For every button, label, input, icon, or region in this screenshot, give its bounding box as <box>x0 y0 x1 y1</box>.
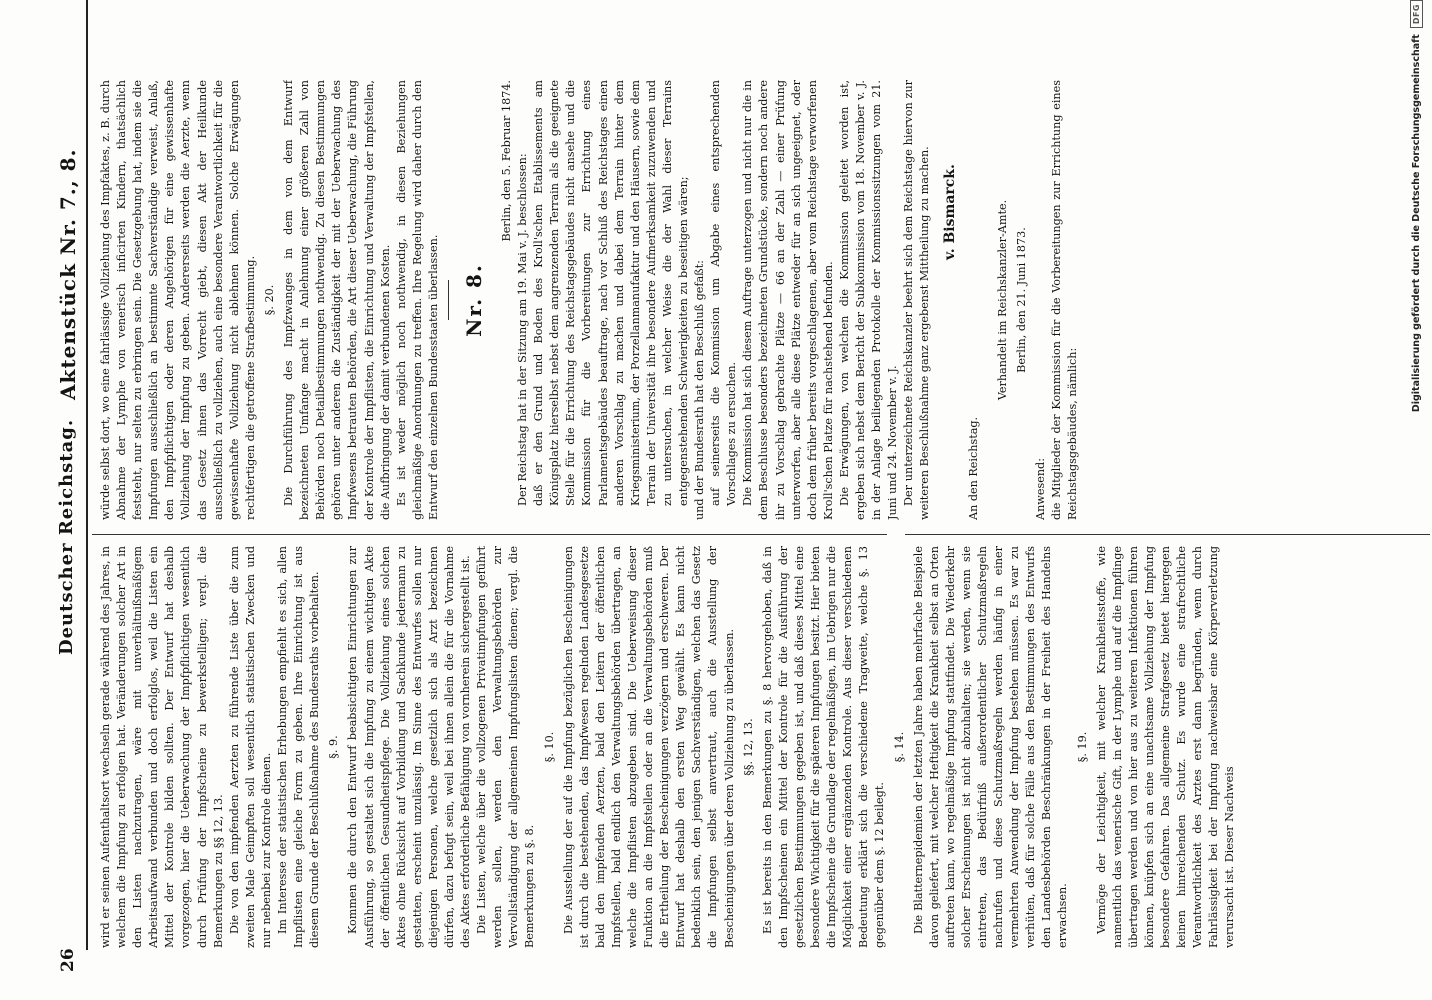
paragraph: Die von den impfenden Aerzten zu führende Liste über die zum zweiten Male Geimpften soll wesentlich statistischen Zwecken und nur nebenbei zur Kontrole dienen. <box>227 546 273 948</box>
paragraph: Die Listen, welche über die vollzogenen Privatimpfungen geführt werden sollen, werden den Verwaltungsbehörden zur Vervollständigung der allgemeinen Impfungslisten dienen; vergl. die Bemerkungen zu §. 8. <box>475 546 537 948</box>
running-title-left: Deutscher Reichstag. <box>56 418 77 655</box>
quoted-resolution: daß er den Grund und Boden des Kroll'schen Etablissements am Königsplatz hierselbst nebst dem angrenzenden Terrain als die geeignete Stelle für die Errichtung des Reichstagsgebäudes nicht ansehe und die Kommission für die Vorbereitungen zur Errichtung eines Parlamentsgebäudes beauftrage, nach vor Schluß des Reichstages einen anderen Vorschlag zu machen und dabei dem Terrain hinter dem Kriegsministerium, der Porzellanmanufaktur und den Häusern, sowie dem Terrain der Universität ihre besondere Aufmerksamkeit zuzuwenden und zu untersuchen, in welcher Weise die der Wahl dieser Terrains entgegenstehenden Schwierigkeiten zu beseitigen wären; <box>532 80 690 506</box>
left-text-column <box>98 546 1428 948</box>
paragraph: Die Kommission hat sich diesem Auftrage unterzogen und nicht nur die in dem Beschlusse besonders bezeichneten Grundstücke, sondern noch andere ihr zu Vorschlag gebrachte Plätze — 66 an der Zahl — einer Prüfung unterworfen, aber alle diese Plätze entweder für an sich ungeeignet, oder doch dem früher bereits vorgeschlagenen, aber vom Reichstage verworfenen Kroll'schen Platze für nachstehend befunden. <box>741 80 835 520</box>
document-number-heading: Nr. 8. <box>461 263 486 337</box>
paragraph: die Mitglieder der Kommission für die Vorbereitungen zur Errichtung eines Reichstagsgebäudes, nämlich: <box>1049 80 1080 520</box>
paragraph: Der unterzeichnete Reichskanzler beehrt sich dem Reichstage hiervon zur weiteren Beschlußnahme ganz ergebenst Mittheilung zu machen. <box>902 80 932 520</box>
digitization-note-text: Digitalisierung gefördert durch die Deutsche Forschungsgemeinschaft <box>1410 34 1422 413</box>
paragraph: und der Bundesrath hat den Beschluß gefaßt: <box>693 260 707 520</box>
paragraph: Die Blatternepidemien der letzten Jahre haben mehrfache Beispiele davon geliefert, mit welcher Heftigkeit die Krankheit selbst an Orten auftreten kann, wo regelmäßige Impfung stattfindet. Die Wiederkehr solcher Erscheinungen ist nicht abzuhalten; sie werden, wenn sie eintreten, das Bedürfniß außerordentlicher Schutzmaßregeln nachrufen und diese Schutzmaßregeln werden häufig in einer vermehrten Anwendung der Impfung bestehen müssen. Es war zu verhüten, daß für solche Fälle aus den Bestimmungen des Entwurfs den Landesbehörden Beschränkungen in der Freiheit des Handelns erwachsen. <box>911 546 1070 948</box>
spacer <box>982 80 992 520</box>
paragraph: An den Reichstag. <box>966 416 980 520</box>
section-rule <box>448 280 449 320</box>
paragraph: Vermöge der Leichtigkeit, mit welcher Krankheitsstoffe, wie namentlich das venerische Gift, in der Lymphe und auf die Impflinge übertragen werden und von hier aus zu weiteren Infektionen führen können, knüpfen sich an eine unachtsame Vollziehung der Impfung besondere Gefahren. Das allgemeine Strafgesetz bietet hiergegen keinen hinreichenden Schutz. Es wurde eine strafrechtliche Verantwortlichkeit des Arztes erst dann begründen, wenn durch Fahrlässigkeit bei der Impfung nachweisbar eine Körperverletzung verursacht ist. Dieser Nachweis <box>1094 546 1237 948</box>
paragraph: wird er seinen Aufenthaltsort wechseln gerade während des Jahres, in welchem die Impfung zu erfolgen hat. Veränderungen solcher Art in den Listen nachzutragen, wäre mit unverhältnißmäßigem Arbeitsaufwand verbunden und doch erfolglos, weil die Listen ein Mittel der Kontrole bilden sollten. Der Entwurf hat deshalb vorgezogen, hier die Ueberwachung der Impfpflichtigen wesentlich durch Prüfung der Impfscheine zu bewerkstelligen; vergl. die Bemerkungen zu §§ 12, 13. <box>99 546 225 948</box>
paragraph: Die Erwägungen, von welchen die Kommission geleitet worden ist, ergeben sich nebst dem Bericht der Subkommission vom 18. November v. J. in der Anlage beiliegenden Protokolle der Kommissionssitzungen vom 21. Juni und 24. November v. J. <box>837 80 900 520</box>
paragraph: Kommen die durch den Entwurf beabsichtigten Einrichtungen zur Ausführung, so gestaltet sich die Impfung zu einem wichtigen Akte der öffentlichen Gesundheitspflege. Die Vollziehung eines solchen Aktes ohne Rücksicht auf Vorbildung und Sachkunde jedermann zu gestatten, erscheint unzulässig. Im Sinne des Entwurfes sollen nur diejenigen Personen, welche gesetzlich sich als Arzt bezeichnen dürfen, dazu befugt sein, weil bei ihnen allein die für die Vornahme des Aktes erforderliche Befähigung von vornherein sichergestellt ist. <box>346 546 473 948</box>
paragraph: Im Interesse der statistischen Erhebungen empfiehlt es sich, allen Impflisten eine gleiche Form zu geben. Ihre Einrichtung ist aus diesem Grunde der Beschlußnahme des Bundesraths vorbehalten. <box>276 546 322 948</box>
quoted-resolution: auf seinerseits die Kommission um Abgabe eines entsprechenden Vorschlages zu ersuchen. <box>709 80 739 506</box>
right-text-column <box>98 80 1428 520</box>
section-heading: §. 9. <box>327 735 341 759</box>
paragraph: Es ist weder möglich noch nothwendig, in diesen Beziehungen gleichmäßige Anordnungen zu treffen. Ihre Regelung wird daher durch den Entwurf den einzelnen Bundesstaaten überlassen. <box>394 80 440 520</box>
section-heading: §§. 12, 13. <box>741 718 755 776</box>
page-number: 26 <box>58 948 78 972</box>
section-heading: Verhandelt im Reichskanzler-Amte. <box>995 199 1009 401</box>
digitization-note <box>1404 0 1428 990</box>
paragraph: Es ist bereits in den Bemerkungen zu §. 8 hervorgehoben, daß in den Impfscheinen ein Mittel der Kontrole für die Ausführung der gesetzlichen Bestimmungen gegeben ist, und daß dieses Mittel eine besondere Wichtigkeit für die späteren Impfungen besitzt. Hier bieten die Impfscheine die Grundlage der regelmäßigen, im Uebrigen nur die Möglichkeit einer ergänzenden Kontrole. Aus dieser verschiedenen Bedeutung erklärt sich die verschiedene Tragweite, welche §. 13 gegenüber dem §. 12 beilegt. <box>760 546 887 948</box>
section-heading: §. 10. <box>542 731 556 763</box>
running-title-right: Aktenstück Nr. 7., 8. <box>56 148 80 400</box>
section-heading: §. 14. <box>892 731 906 763</box>
paragraph: Der Reichstag hat in der Sitzung am 19. Mai v. J. beschlossen: <box>516 153 530 506</box>
section-heading: §. 20. <box>262 284 276 316</box>
section-heading: Berlin, den 21. Juni 1873. <box>1014 227 1028 373</box>
column-divider <box>92 534 887 535</box>
dfg-logo: DFG <box>1410 0 1423 28</box>
section-heading: §. 19. <box>1075 731 1089 763</box>
header-rule <box>86 0 88 950</box>
paragraph: Die Durchführung des Impfzwanges in dem von dem Entwurf bezeichneten Umfange macht in Anlehnung einer größeren Zahl von Behörden noch Detailbestimmungen nothwendig. Zu diesen Bestimmungen gehören unter anderen die Zuständigkeit der mit der Ueberwachung des Impfwesens betrauten Behörden, die Art dieser Ueberwachung, die Führung der Kontrole der Impflisten, die Einrichtung und Verwaltung der Impfstellen, die Aufbringung der damit verbundenen Kosten. <box>282 80 392 520</box>
paragraph: würde selbst dort, wo eine fahrlässige Vollziehung des Impfaktes, z. B. durch Abnahme der Lymphe von venerisch inficirten Kindern, thatsächlich feststeht, nur selten zu erbringen sein. Die Gesetzgebung hat, indem sie die Impfungen ausschließlich an bestimmte Sachverständige verweist, Anlaß, den Impfpflichtigen oder deren Angehörigen für eine gewissenhafte Vollziehung der Impfung zu geben. Andererseits werden die Aerzte, wenn das Gesetz ihnen das Vorrecht giebt, diesen Akt der Heilkunde ausschließlich zu vollziehen, auch eine besondere Verantwortlichkeit für die gewissenhafte Vollziehung nicht ablehnen können. Solche Erwägungen rechtfertigen die getroffene Strafbestimmung. <box>99 80 257 520</box>
dateline: Berlin, den 5. Februar 1874. <box>499 80 513 242</box>
column-divider <box>905 534 1430 535</box>
signature: v. Bismarck. <box>941 164 958 260</box>
paragraph: Die Ausstellung der auf die Impfung bezüglichen Bescheinigungen ist durch die bestehenden, das Impfwesen regelnden Landesgesetze bald den impfenden Aerzten, bald den Leitern der öffentlichen Impfstellen, bald endlich den Verwaltungsbehörden übertragen, an welche die Impflisten abzugeben sind. Die Ueberweisung dieser Funktion an die Impfstellen oder an die Verwaltungsbehörden muß die Ertheilung der Bescheinigungen verzögern und erschweren. Der Entwurf hat deshalb den ersten Weg gewählt. Es kann nicht bedenklich sein, den jenigen Sachverständigen, welchen das Gesetz die Impfungen selbst anvertraut, auch die Ausstellung der Bescheinigungen über deren Vollziehung zu überlassen. <box>561 546 736 948</box>
paragraph: Anwesend: <box>1033 458 1047 520</box>
